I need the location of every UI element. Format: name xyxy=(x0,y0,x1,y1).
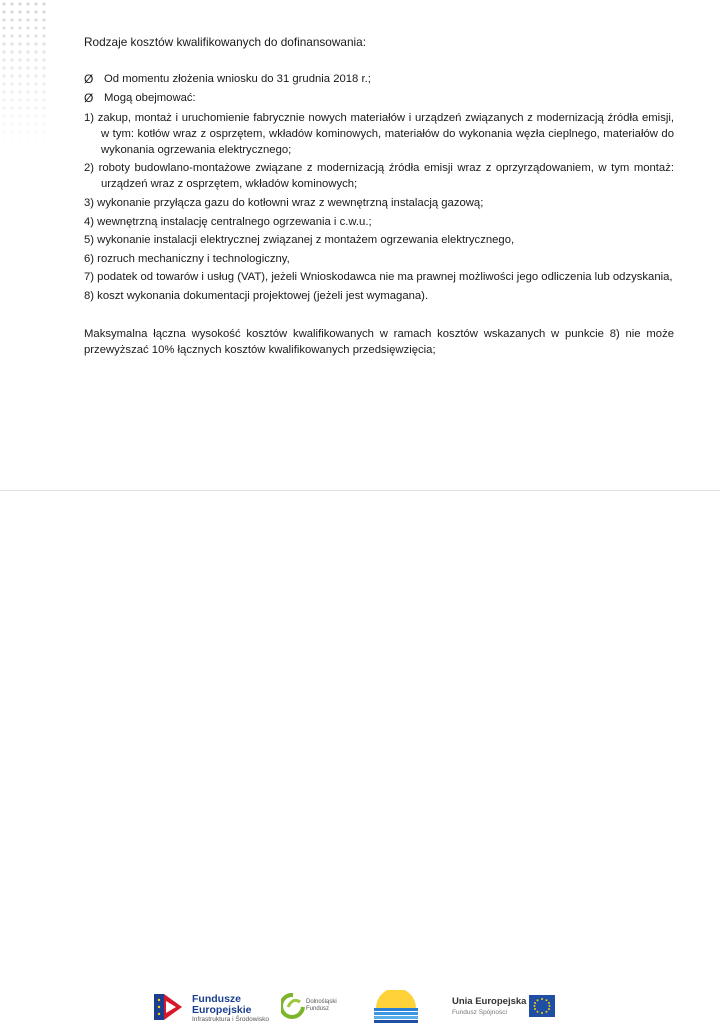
list-item: 5) wykonanie instalacji elektrycznej związanej z montażem ogrzewania elektrycznego, xyxy=(84,234,515,247)
footer-divider xyxy=(0,490,720,491)
fundusze-europejskie-title: Fundusze Europejskie xyxy=(192,993,252,1017)
list-item: 1) zakup, montaż i uruchomienie fabrycznie nowych materiałów i urządzeń związanych z modernizacją źródła emisji, w tym: kotłów wraz z osprzętem, wkładów kominowych, materiałów do wykonania węzła cieplnego, materiałów do wykonania ogrzewania elektrycznego; xyxy=(84,111,674,156)
blue-waves-logo-icon xyxy=(368,990,424,1024)
slide-heading: Rodzaje kosztów kwalifikowanych do dofinansowania: xyxy=(84,35,366,49)
arrow-bullet-icon: Ø xyxy=(84,71,94,86)
list-item: 4) wewnętrzną instalację centralnego ogrzewania i c.w.u.; xyxy=(84,215,372,228)
slide-content xyxy=(84,34,674,358)
list-item: 7) podatek od towarów i usług (VAT), jeżeli Wnioskodawca nie ma prawnej możliwości jego odliczenia lub odzyskania, xyxy=(84,271,673,284)
bullet-text: Od momentu złożenia wniosku do 31 grudnia 2018 r.; xyxy=(104,72,371,85)
list-item: 8) koszt wykonania dokumentacji projektowej (jeżeli jest wymagana). xyxy=(84,289,429,302)
decorative-dot-pattern xyxy=(0,0,48,150)
list-item: 6) rozruch mechaniczny i technologiczny, xyxy=(84,252,290,265)
bullet-item xyxy=(84,71,674,88)
green-logo-text: Dolnośląski Fundusz xyxy=(306,999,337,1012)
footer-logos xyxy=(0,492,720,1023)
green-swirl-logo-icon xyxy=(281,993,305,1019)
bullet-item xyxy=(84,90,674,107)
bullet-text: Mogą obejmować: xyxy=(104,92,196,105)
fundusze-europejskie-subtitle: Infrastruktura i Środowisko xyxy=(192,1016,269,1023)
eu-flag-icon xyxy=(529,995,555,1017)
unia-europejska-subtitle: Fundusz Spójności xyxy=(452,1009,507,1016)
list-item: 2) roboty budowlano-montażowe związane z modernizacją źródła emisji wraz z oprzyrządowaniem, w tym montaż: urządzeń wraz z osprzętem, wkładów kominowych; xyxy=(84,162,674,191)
list-item: 3) wykonanie przyłącza gazu do kotłowni wraz z wewnętrzną instalacją gazową; xyxy=(84,196,484,209)
unia-europejska-title: Unia Europejska xyxy=(452,996,527,1007)
fundusze-europejskie-logo-icon xyxy=(152,992,186,1022)
arrow-bullet-icon: Ø xyxy=(84,91,94,106)
summary-paragraph: Maksymalna łączna wysokość kosztów kwalifikowanych w ramach kosztów wskazanych w punkcie 8) nie może przewyższać 10% łącznych kosztów kwalifikowanych przedsięwzięcia; xyxy=(84,327,674,356)
